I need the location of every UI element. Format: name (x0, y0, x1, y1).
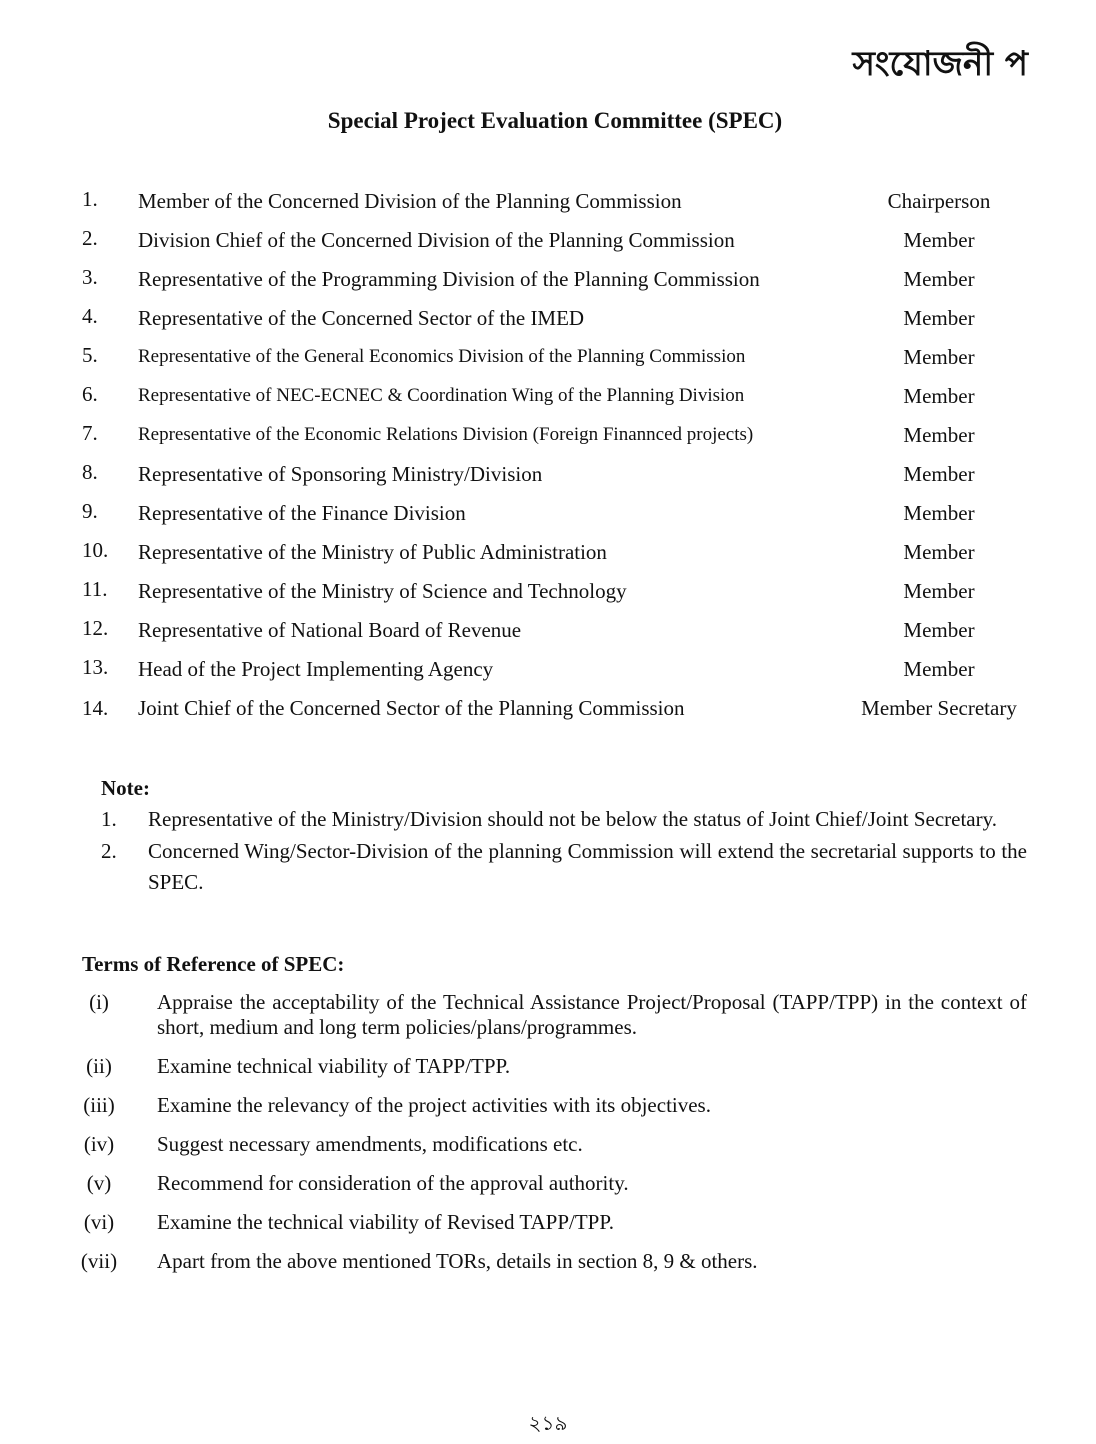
row-number: 9. (82, 499, 98, 523)
member-role: Member (903, 579, 975, 603)
tor-number: (iii) (83, 1093, 115, 1117)
member-description: Representative of the Finance Division (138, 501, 466, 525)
member-description: Representative of the Economic Relations Division (Foreign Finannced projects) (138, 424, 754, 445)
tor-text: Examine technical viability of TAPP/TPP. (157, 1054, 511, 1078)
committee-row (82, 339, 1042, 378)
tor-text: Examine the technical viability of Revised TAPP/TPP. (157, 1210, 614, 1234)
member-role: Member (903, 384, 975, 408)
member-description: Representative of the Ministry of Public Administration (138, 540, 607, 564)
committee-row (82, 495, 1042, 534)
member-description: Division Chief of the Concerned Division of the Planning Commission (138, 228, 735, 252)
tor-item (78, 1132, 1027, 1157)
note-heading: Note: (101, 776, 150, 800)
page-number: ২১৯ (528, 1411, 568, 1435)
row-number: 11. (82, 577, 108, 601)
tor-number: (i) (89, 990, 109, 1014)
committee-list (82, 183, 1042, 726)
member-description: Representative of National Board of Revenue (138, 618, 522, 642)
row-number: 8. (82, 460, 98, 484)
member-description: Representative of Sponsoring Ministry/Division (138, 462, 543, 486)
row-number: 7. (82, 421, 98, 445)
member-description: Head of the Project Implementing Agency (138, 657, 494, 681)
member-role: Member (903, 501, 975, 525)
member-role: Member (903, 618, 975, 642)
member-role: Member (903, 657, 975, 681)
tor-heading: Terms of Reference of SPEC: (82, 952, 345, 976)
note-item (101, 804, 1027, 835)
member-role: Member (903, 345, 975, 369)
note-item (101, 836, 1027, 898)
page-title: Special Project Evaluation Committee (SPEC) (327, 108, 783, 133)
row-number: 6. (82, 382, 98, 406)
tor-text: Recommend for consideration of the approval authority. (157, 1171, 629, 1195)
row-number: 5. (82, 343, 98, 367)
member-role: Member (903, 540, 975, 564)
row-number: 2. (82, 226, 98, 250)
tor-number: (iv) (83, 1132, 115, 1156)
member-role: Member (903, 267, 975, 291)
row-number: 4. (82, 304, 98, 328)
row-number: 12. (82, 616, 109, 640)
member-description: Representative of the General Economics Division of the Planning Commission (138, 346, 746, 367)
committee-row (82, 690, 1042, 726)
member-description: Representative of NEC-ECNEC & Coordination Wing of the Planning Division (138, 385, 745, 406)
tor-number: (v) (86, 1171, 112, 1195)
tor-number: (vi) (83, 1210, 115, 1234)
tor-item (78, 1093, 1027, 1118)
row-number: 13. (82, 655, 109, 679)
row-number: 14. (82, 696, 109, 720)
note-number: 2. (101, 839, 117, 863)
tor-item (78, 1054, 1027, 1079)
member-description: Representative of the Concerned Sector of the IMED (138, 306, 585, 330)
committee-row (82, 651, 1042, 690)
annex-label: সংযোজনী প (852, 44, 1028, 84)
tor-item (78, 1210, 1027, 1235)
member-role: Member Secretary (861, 696, 1017, 720)
committee-row (82, 534, 1042, 573)
member-role: Chairperson (887, 189, 991, 213)
committee-row (82, 183, 1042, 222)
tor-text: Appraise the acceptability of the Technical Assistance Project/Proposal (TAPP/TPP) in the context of short, medium and long term policies/plans/programmes. (157, 990, 1027, 1039)
note-number: 1. (101, 807, 117, 831)
committee-row (82, 456, 1042, 495)
note-text: Concerned Wing/Sector-Division of the planning Commission will extend the secretarial supports to the SPEC. (148, 839, 1027, 894)
tor-item (78, 1249, 1027, 1274)
committee-row (82, 612, 1042, 651)
tor-number: (vii) (80, 1249, 118, 1273)
note-text: Representative of the Ministry/Division should not be below the status of Joint Chief/Joint Secretary. (148, 807, 998, 831)
committee-row (82, 573, 1042, 612)
tor-text: Suggest necessary amendments, modifications etc. (157, 1132, 583, 1156)
row-number: 10. (82, 538, 109, 562)
row-number: 3. (82, 265, 98, 289)
member-description: Representative of the Programming Division of the Planning Commission (138, 267, 760, 291)
member-role: Member (903, 462, 975, 486)
committee-row (82, 300, 1042, 339)
row-number: 1. (82, 187, 98, 211)
tor-item (78, 990, 1027, 1040)
member-description: Representative of the Ministry of Science and Technology (138, 579, 627, 603)
member-description: Member of the Concerned Division of the Planning Commission (138, 189, 682, 213)
committee-row (82, 222, 1042, 261)
notes-list (101, 804, 1027, 899)
tor-text: Apart from the above mentioned TORs, details in section 8, 9 & others. (157, 1249, 758, 1273)
tor-number: (ii) (86, 1054, 112, 1078)
tor-text: Examine the relevancy of the project activities with its objectives. (157, 1093, 711, 1117)
member-role: Member (903, 423, 975, 447)
committee-row (82, 261, 1042, 300)
committee-row (82, 378, 1042, 417)
member-description: Joint Chief of the Concerned Sector of the Planning Commission (138, 696, 685, 720)
member-role: Member (903, 306, 975, 330)
member-role: Member (903, 228, 975, 252)
tor-item (78, 1171, 1027, 1196)
committee-row (82, 417, 1042, 456)
tor-list (78, 990, 1027, 1288)
